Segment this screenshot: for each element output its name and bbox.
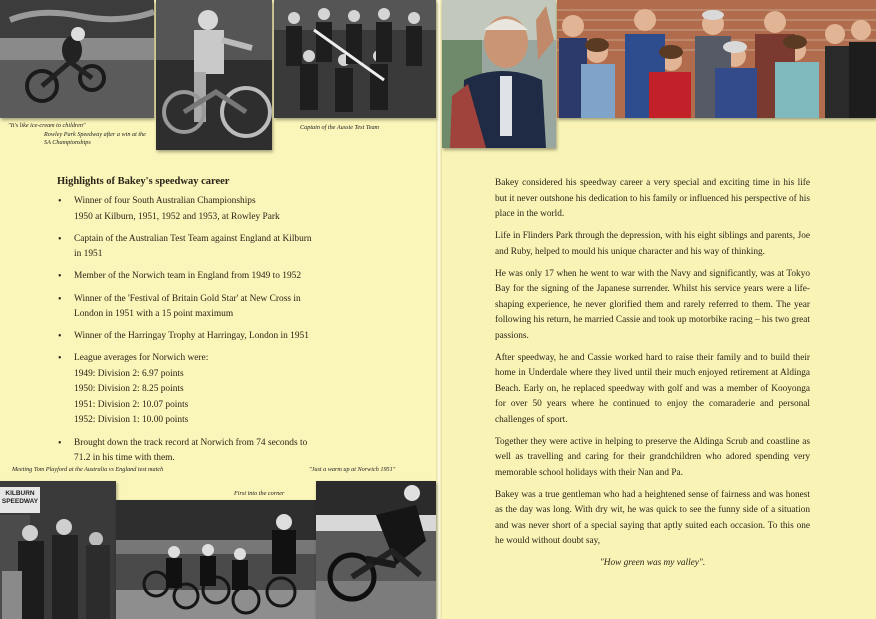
highlights-list bbox=[57, 194, 347, 473]
highlight-item: • League averages for Norwich were: 1949: Division 2: 6.97 points 1950: Division 2: 8.25 points 1951: Division 2: 10.07 points 1952: Division 1: 10.00 points bbox=[57, 351, 347, 429]
caption-warm-up: "Just a warm up at Norwich 1951" bbox=[309, 466, 396, 473]
highlight-item: • Winner of four South Australian Championships 1950 at Kilburn, 1951, 1952 and 1953, at Rowley Park bbox=[57, 194, 347, 225]
highlight-item: • Winner of the 'Festival of Britain Gold Star' at New Cross in London in 1951 with a 15 point maximum bbox=[57, 292, 347, 323]
highlight-item: • Member of the Norwich team in England from 1949 to 1952 bbox=[57, 269, 347, 285]
highlight-item: • Winner of the Harringay Trophy at Harringay, London in 1951 bbox=[57, 329, 347, 345]
photo-rowley-park-rider bbox=[0, 0, 154, 118]
caption-playford: Meeting Tom Playford at the Australia vs England test match bbox=[12, 466, 164, 473]
photo-meeting-playford bbox=[0, 481, 116, 619]
highlight-item: • Captain of the Australian Test Team against England at Kilburn in 1951 bbox=[57, 232, 347, 263]
story-paragraph: Bakey was a true gentleman who had a heightened sense of fairness and was honest as the day was long. With dry wit, he was quick to see the funny side of a situation and was never short of a special saying that aptly suited each occasion. To this one he would without doubt say, bbox=[495, 489, 810, 546]
caption-ice-cream: "It's like ice-cream to children" bbox=[8, 122, 86, 129]
caption-captain: Captain of the Aussie Test Team bbox=[300, 124, 380, 131]
caption-first-into-corner: First into the corner bbox=[234, 490, 285, 497]
story-paragraph: Life in Flinders Park through the depression, with his eight siblings and parents, Joe and Ruby, helped to mould his unique character and his way of thinking. bbox=[495, 231, 810, 257]
photo-bakey-portrait bbox=[442, 0, 556, 148]
story-paragraph: Bakey considered his speedway career a very special and exciting time in his life but it never outshone his dedication to his family or influenced his perspective of his place in the world. bbox=[495, 178, 810, 219]
photo-aussie-test-team bbox=[274, 0, 436, 118]
highlights-title: Highlights of Bakey's speedway career bbox=[57, 176, 230, 187]
story-paragraph: He was only 17 when he went to war with the Navy and significantly, was at Tokyo Bay for the signing of the Japanese surrender. Whilst his service years were a life-shaping experience, he never glorified them and rarely referred to them. The year following his return, he married Cassie and took up motorbike racing – his two great passions. bbox=[495, 268, 810, 341]
story-text bbox=[495, 176, 810, 578]
story-paragraph: Together they were active in helping to preserve the Aldinga Scrub and coastline as well as travelling and caring for their grandchildren who adored spending very memorable school holidays with their Nan and Pa. bbox=[495, 436, 810, 478]
caption-rowley-park: Rowley Park Speedway after a win at the SA Championships bbox=[44, 131, 146, 146]
photo-family-group bbox=[557, 0, 876, 118]
highlight-item: • Brought down the track record at Norwich from 74 seconds to 71.2 in his time with them. bbox=[57, 436, 347, 467]
photo-warm-up-norwich bbox=[316, 481, 436, 619]
kilburn-banner: KILBURN SPEEDWAY bbox=[1, 490, 39, 505]
photo-first-into-corner bbox=[116, 500, 316, 619]
story-quote: "How green was my valley". bbox=[599, 558, 706, 568]
story-paragraph: After speedway, he and Cassie worked hard to raise their family and to build their home in Underdale where they lived until their much enjoyed retirement at Aldinga Beach. Early on, he replaced speedway with golf and was a member of Kooyonga for over 50 years where he continued to enjoy the comaraderie and personal challenges of sport. bbox=[495, 352, 810, 425]
photo-rider-on-bike bbox=[156, 0, 272, 150]
